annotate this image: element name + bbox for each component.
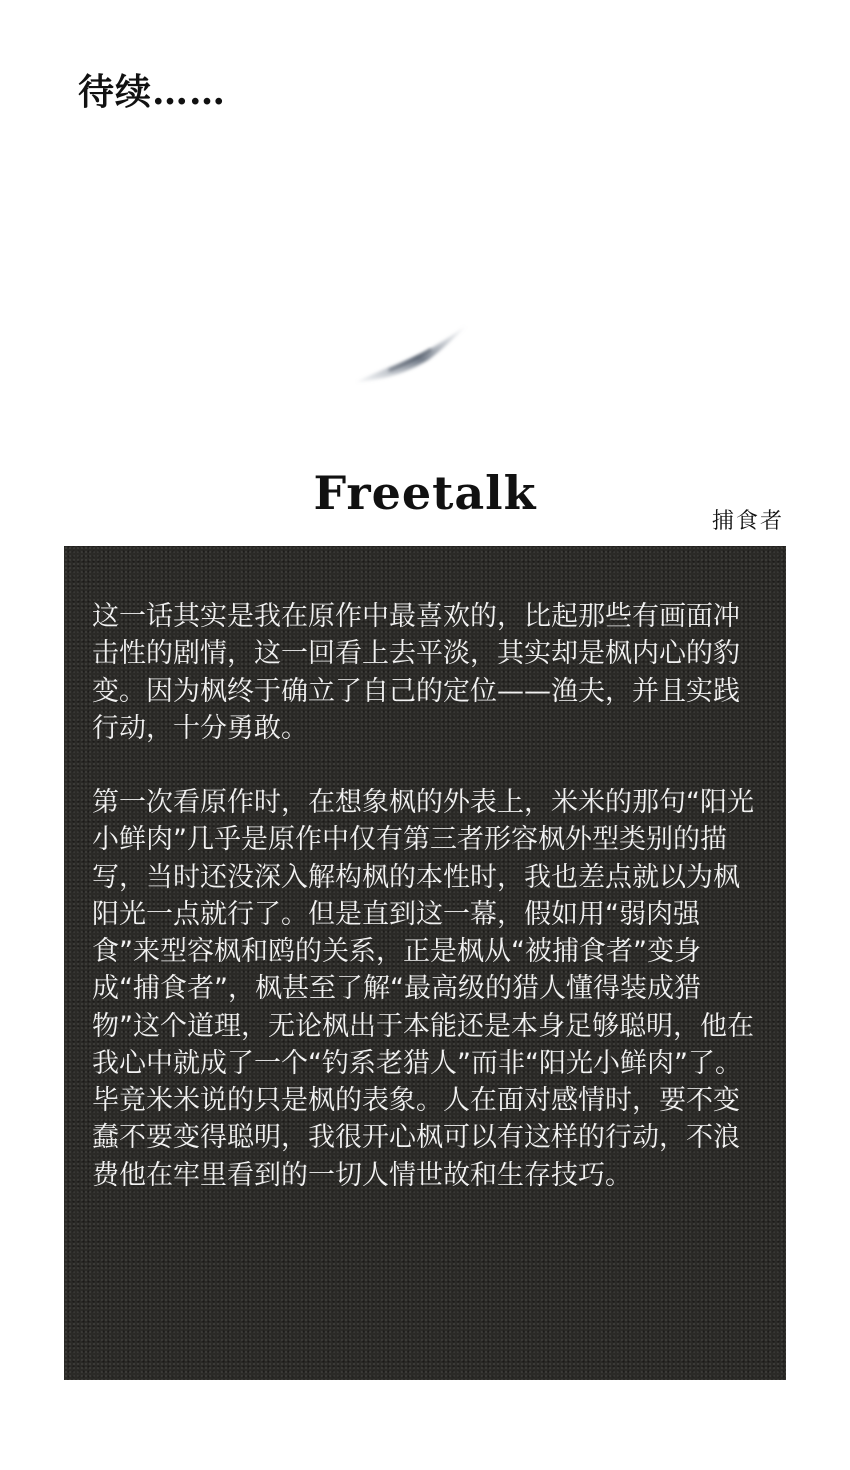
freetalk-title: Freetalk xyxy=(313,466,537,520)
freetalk-note-panel xyxy=(64,546,786,1380)
note-paragraph-1: 这一话其实是我在原作中最喜欢的，比起那些有画面冲击性的剧情，这一回看上去平淡，其实却是枫内心的豹变。因为枫终于确立了自己的定位——渔夫，并且实践行动，十分勇敢。 xyxy=(92,601,740,744)
author-signature: 捕食者 xyxy=(712,509,785,534)
to-be-continued-text: 待续…… xyxy=(78,71,227,113)
seagull-illustration xyxy=(350,320,470,390)
note-paragraph-2: 第一次看原作时，在想象枫的外表上，米米的那句“阳光小鲜肉”几乎是原作中仅有第三者形容枫外型类别的描写，当时还没深入解构枫的本性时，我也差点就以为枫阳光一点就行了。但是直到这一幕，假如用“弱肉强食”来型容枫和鸥的关系，正是枫从“被捕食者”变身成“捕食者”，枫甚至了解“最高级的猎人懂得装成猎物”这个道理，无论枫出于本能还是本身足够聪明，他在我心中就成了一个“钓系老猎人”而非“阳光小鲜肉”了。毕竟米米说的只是枫的表象。人在面对感情时，要不变蠢不要变得聪明，我很开心枫可以有这样的行动，不浪费他在牢里看到的一切人情世故和生存技巧。 xyxy=(92,787,754,1191)
note-body xyxy=(92,598,760,1231)
